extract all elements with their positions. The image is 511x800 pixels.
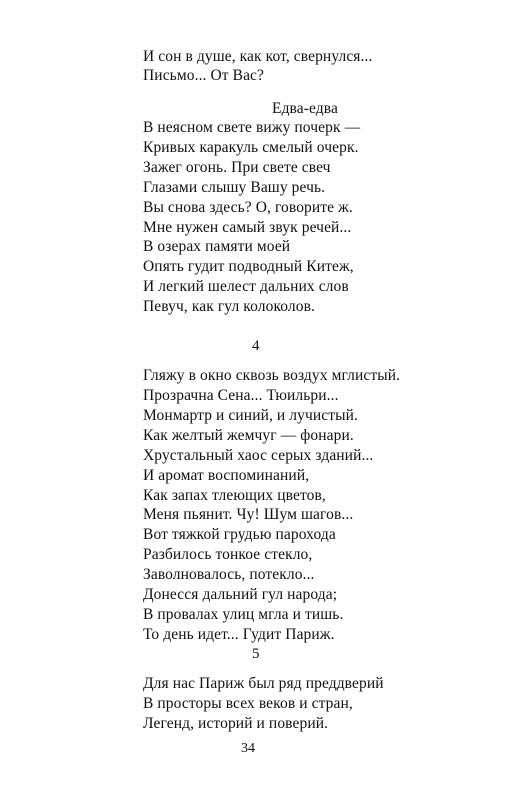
poem-line: Заволновалось, потекло...: [143, 566, 315, 583]
poem-line: Разбилось тонкое стекло,: [143, 546, 313, 563]
poem-line: Глазами слышу Вашу речь.: [143, 179, 326, 196]
poem-line: Вы снова здесь? О, говорите ж.: [143, 199, 353, 216]
poem-line: В просторы всех веков и стран,: [143, 695, 353, 712]
poem-line: Как запах тлеющих цветов,: [143, 487, 326, 504]
page-number: 34: [241, 741, 255, 756]
poem-line: Вот тяжкой грудью парохода: [143, 526, 336, 543]
poem-line: Певуч, как гул колоколов.: [143, 298, 316, 315]
poem-line: То день идет... Гудит Париж.: [143, 626, 335, 643]
poem-line: Опять гудит подводный Китеж,: [143, 258, 354, 275]
poem-line: Монмартр и синий, и лучистый.: [143, 407, 359, 424]
poem-line: В озерах памяти моей: [143, 238, 291, 255]
poem-line: Мне нужен самый звук речей...: [143, 219, 352, 236]
poem-line: И сон в душе, как кот, свернулся...: [143, 48, 373, 65]
poem-line: Хрустальный хаос серых зданий...: [143, 447, 374, 464]
poem-line: В неясном свете вижу почерк —: [143, 119, 361, 136]
poem-line: И легкий шелест дальних слов: [143, 278, 349, 295]
poem-line: Зажег огонь. При свете свеч: [143, 159, 331, 176]
poem-line: Гляжу в окно сквозь воздух мглистый.: [143, 367, 401, 384]
poem-line: Меня пьянит. Чу! Шум шагов...: [143, 506, 354, 523]
poem-line: И аромат воспоминаний,: [143, 467, 310, 484]
section-number: 5: [252, 646, 260, 662]
poem-line: Легенд, историй и поверий.: [143, 715, 329, 732]
section-number: 4: [252, 338, 260, 354]
poem-line: Кривых каракуль смелый очерк.: [143, 139, 359, 156]
poem-line-indented: Едва-едва: [272, 100, 338, 117]
poem-line: Прозрачна Сена... Тюильри...: [143, 387, 339, 404]
poem-line: В провалах улиц мгла и тишь.: [143, 606, 344, 623]
poem-line: Как желтый жемчуг — фонари.: [143, 427, 354, 444]
poem-line: Для нас Париж был ряд преддверий: [143, 675, 384, 692]
poem-line: Письмо... От Вас?: [143, 67, 265, 84]
poem-line: Донесся дальний гул народа;: [143, 586, 338, 603]
